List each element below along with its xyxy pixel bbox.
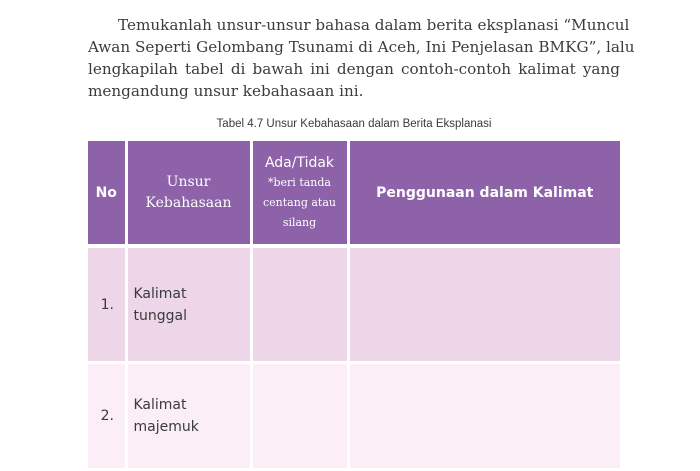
header-ada-main: Ada/Tidak [264, 154, 335, 171]
instruction-line-1: Temukanlah unsur-unsur bahasa dalam berita eksplanasi “Muncul [118, 16, 630, 34]
instruction-line-2: Awan Seperti Gelombang Tsunami di Aceh, Ini Penjelasan BMKG”, lalu [88, 38, 635, 56]
instruction-line-3: lengkapilah tabel di bawah ini dengan contoh-contoh kalimat yang [88, 60, 620, 78]
table-row [88, 363, 620, 470]
table-caption: Tabel 4.7 Unsur Kebahasaan dalam Berita Eksplanasi [216, 118, 492, 130]
row-penggunaan-cell[interactable] [348, 246, 620, 363]
header-no: No [88, 141, 126, 246]
row-unsur-line2: majemuk [133, 419, 199, 435]
row-unsur [126, 363, 251, 470]
row-unsur [126, 246, 251, 363]
table-header-row [88, 141, 620, 246]
row-number: 1. [88, 246, 126, 363]
header-unsur-line2: Kebahasaan [145, 194, 232, 211]
row-number: 2. [88, 363, 126, 470]
row-penggunaan-cell[interactable] [348, 363, 620, 470]
header-ada-tidak [251, 141, 348, 246]
language-elements-table [88, 141, 620, 471]
header-penggunaan: Penggunaan dalam Kalimat [348, 141, 620, 246]
header-ada-note2: centang atau [263, 195, 336, 209]
row-ada-tidak-cell[interactable] [251, 246, 348, 363]
header-unsur-kebahasaan [126, 141, 251, 246]
row-ada-tidak-cell[interactable] [251, 363, 348, 470]
header-ada-note3: silang [282, 215, 317, 229]
row-unsur-line2: tunggal [133, 307, 187, 324]
instruction-line-4: mengandung unsur kebahasaan ini. [88, 82, 364, 100]
header-unsur-line1: Unsur [166, 173, 211, 190]
header-ada-note1: *beri tanda [268, 175, 331, 189]
table-row [88, 246, 620, 363]
instruction-paragraph [88, 14, 635, 102]
row-unsur-line1: Kalimat [133, 285, 187, 302]
row-unsur-line1: Kalimat [133, 397, 187, 413]
